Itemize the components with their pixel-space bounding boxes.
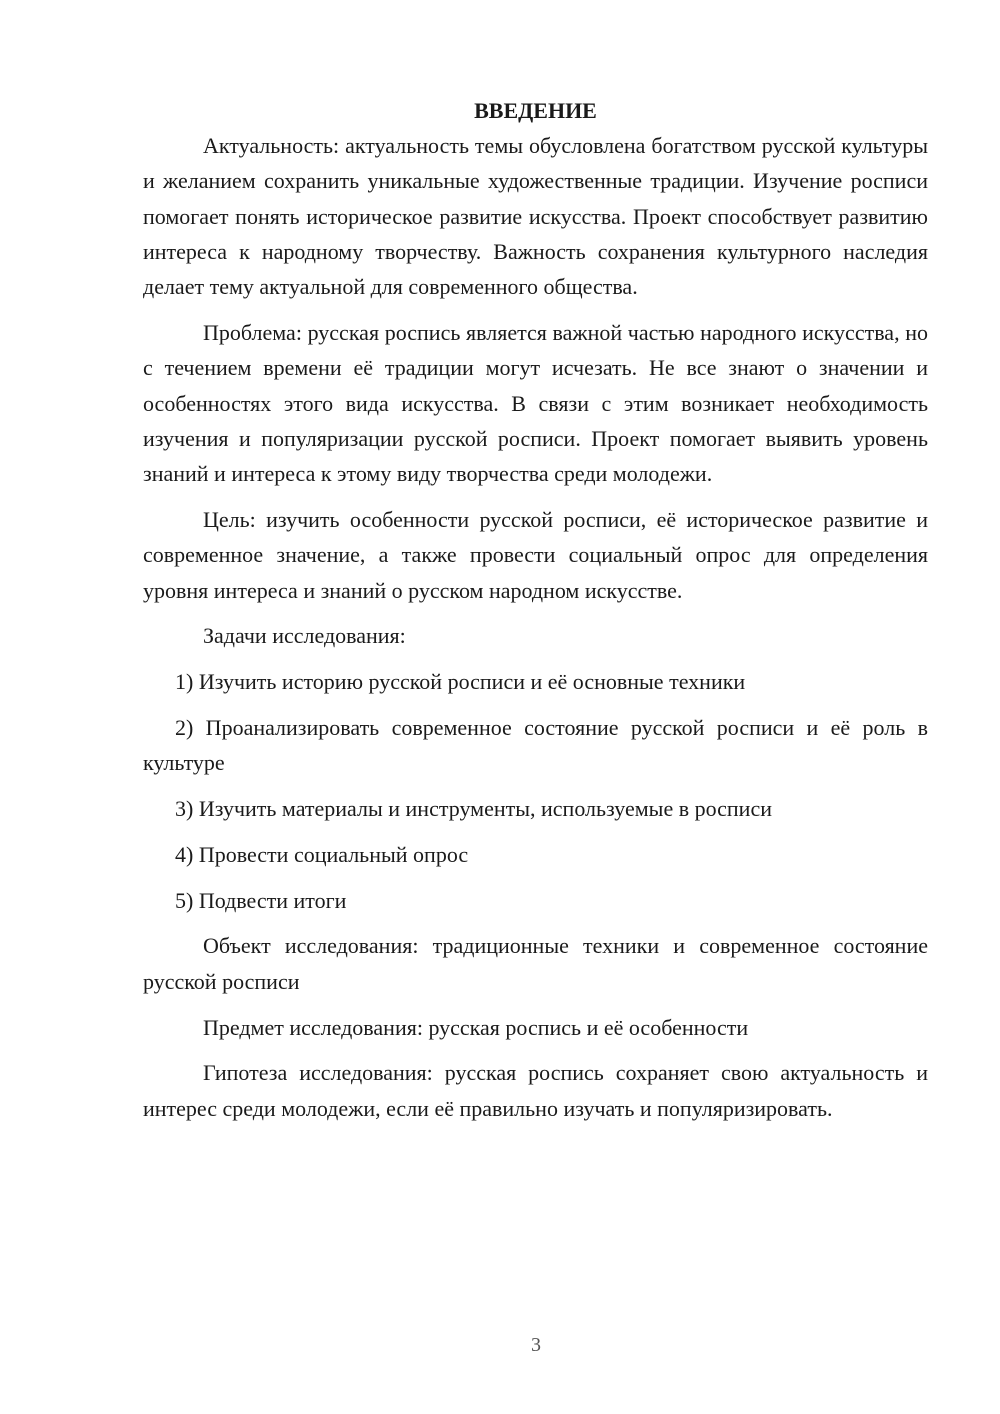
paragraph-hypothesis: Гипотеза исследования: русская роспись сохраняет свою актуальность и интерес среди молодежи, если её правильно изучать и популяризировать. [143, 1060, 928, 1121]
paragraph-problem: Проблема: русская роспись является важной частью народного искусства, но с течением времени её традиции могут исчезать. Не все знают о значении и особенностях этого вида искусства. В связи с этим возникает необходимость изучения и популяризации русской росписи. Проект помогает выявить уровень знаний и интереса к этому виду творчества среди молодежи. [143, 319, 928, 487]
paragraph-object: Объект исследования: традиционные техники и современное состояние русской росписи [143, 933, 928, 994]
paragraph-goal: Цель: изучить особенности русской росписи, её историческое развитие и современное значение, а также провести социальный опрос для определения уровня интереса и знаний о русском народном искусстве. [143, 506, 928, 603]
list-item: 1) Изучить историю русской росписи и её основные техники [175, 669, 746, 695]
page-number: 3 [531, 1334, 541, 1356]
tasks-list [143, 664, 928, 918]
list-item: 3) Изучить материалы и инструменты, используемые в росписи [175, 796, 772, 822]
paragraph-subject: Предмет исследования: русская роспись и её особенности [203, 1014, 749, 1040]
tasks-heading: Задачи исследования: [203, 623, 406, 649]
list-item: 2) Проанализировать современное состояние русской росписи и её роль в культуре [143, 714, 928, 776]
list-item: 4) Провести социальный опрос [175, 841, 469, 867]
paragraph-relevance: Актуальность: актуальность темы обусловлена богатством русской культуры и желанием сохранить уникальные художественные традиции. Изучение росписи помогает понять историческое развитие искусства. Проект способствует развитию интереса к народному творчеству. Важность сохранения культурного наследия делает тему актуальной для современного общества. [143, 133, 928, 300]
document-page [143, 96, 928, 1126]
list-item: 5) Подвести итоги [175, 887, 347, 913]
section-title: ВВЕДЕНИЕ [474, 98, 597, 123]
